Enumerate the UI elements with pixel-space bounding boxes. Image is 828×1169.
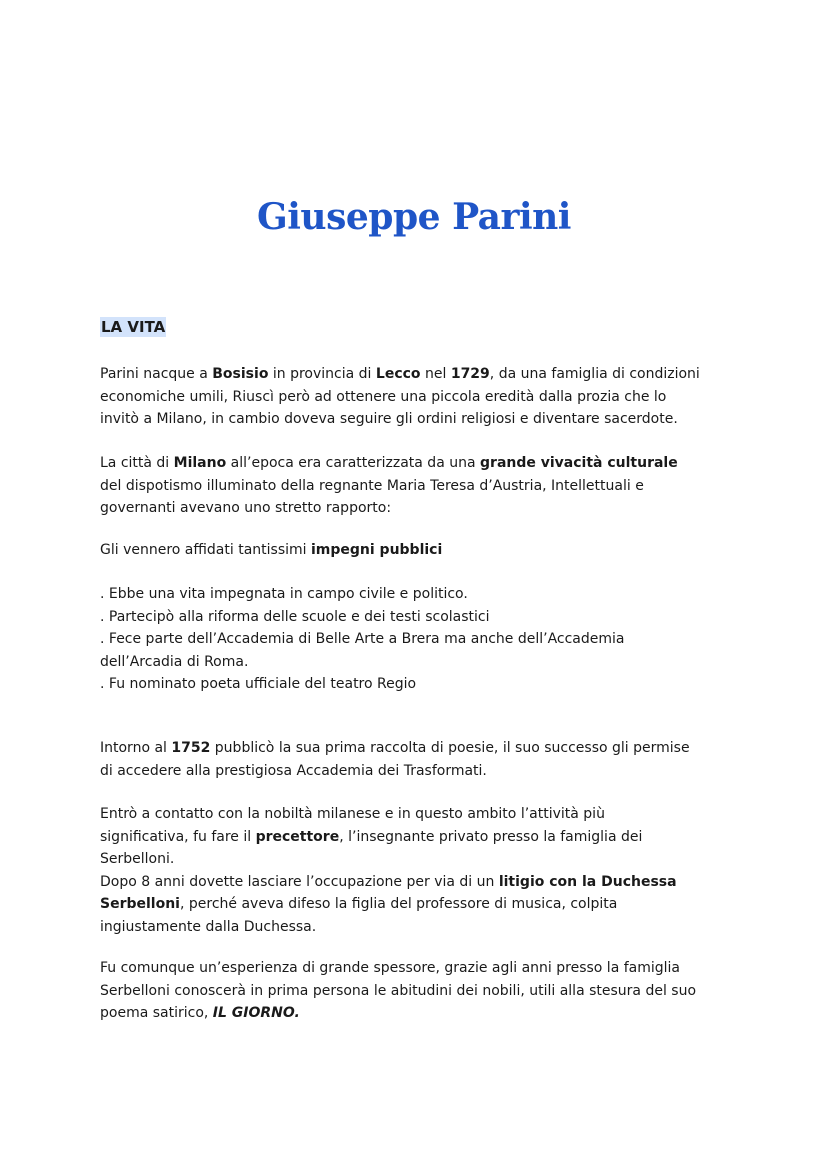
paragraph-line: ingiustamente dalla Duchessa.: [100, 918, 317, 935]
bold-text: grande vivacità culturale: [480, 455, 678, 471]
paragraph-birth: [100, 363, 740, 431]
list-item: . Partecipò alla riforma delle scuole e dei testi scolastici: [100, 608, 490, 625]
paragraph-line: [100, 737, 740, 760]
paragraph-line: Serbelloni.: [100, 851, 175, 867]
document-title: Giuseppe Parini: [257, 196, 571, 238]
paragraph-line: [100, 452, 740, 475]
text-run: Gli vennero affidati tantissimi: [100, 542, 311, 558]
paragraph-line: Fu comunque un’esperienza di grande spessore, grazie agli anni presso la famiglia: [100, 960, 681, 976]
activities-list: [100, 583, 740, 696]
text-run: Dopo 8 anni dovette lasciare l’occupazione per via di un: [100, 873, 499, 890]
paragraph-1752: [100, 737, 740, 782]
text-run: Intorno al: [100, 740, 172, 756]
text-run: La città di: [100, 455, 174, 471]
text-run: pubblicò la sua prima raccolta di poesie, il suo successo gli permise: [210, 740, 690, 756]
paragraph-line: Serbelloni conoscerà in prima persona le abitudini dei nobili, utili alla stesura del suo: [100, 982, 697, 999]
bold-text: impegni pubblici: [310, 542, 443, 558]
paragraph-line: [100, 539, 740, 562]
paragraph-esperienza: [100, 957, 740, 1025]
paragraph-milano: [100, 452, 740, 520]
section-heading: LA VITA: [101, 318, 166, 336]
list-item: . Ebbe una vita impegnata in campo civile e politico.: [100, 586, 468, 602]
bold-text: Lecco: [375, 366, 421, 382]
paragraph-line: [100, 893, 740, 916]
text-run: Parini nacque a: [100, 366, 213, 382]
paragraph-line: [100, 363, 740, 386]
bold-text: 1752: [171, 740, 211, 756]
paragraph-line: [100, 826, 740, 849]
bold-text: Bosisio: [212, 366, 269, 382]
paragraph-line: [100, 1002, 740, 1025]
text-run: in provincia di: [268, 366, 376, 382]
text-run: , da una famiglia di condizioni: [489, 366, 700, 382]
text-run: significativa, fu fare il: [100, 828, 256, 845]
paragraph-precettore: [100, 803, 740, 938]
paragraph-line: Entrò a contatto con la nobiltà milanese e in questo ambito l’attività più: [100, 806, 605, 822]
paragraph-line: di accedere alla prestigiosa Accademia dei Trasformati.: [100, 762, 487, 779]
bold-text: Serbelloni: [100, 896, 180, 912]
paragraph-line: del dispotismo illuminato della regnante Maria Teresa d’Austria, Intellettuali e: [100, 477, 644, 494]
text-run: , perché aveva difeso la figlia del professore di musica, colpita: [179, 896, 618, 912]
list-item: . Fece parte dell’Accademia di Belle Arte a Brera ma anche dell’Accademia: [100, 631, 625, 647]
paragraph-line: economiche umili, Riuscì però ad ottenere una piccola eredità dalla prozia che lo: [100, 388, 667, 405]
paragraph-line: invitò a Milano, in cambio doveva seguire gli ordini religiosi e diventare sacerdote.: [100, 411, 678, 427]
bold-text: litigio con la Duchessa: [498, 873, 677, 890]
text-run: all’epoca era caratterizzata da una: [226, 455, 481, 471]
paragraph-line: [100, 871, 740, 894]
bold-text: 1729: [450, 366, 490, 382]
bold-text: Milano: [173, 455, 227, 471]
text-run: nel: [420, 366, 451, 382]
text-run: , l’insegnante privato presso la famiglia dei: [339, 828, 643, 845]
paragraph-impegni: [100, 539, 740, 562]
paragraph-line: governanti avevano uno stretto rapporto:: [100, 500, 392, 516]
list-item: dell’Arcadia di Roma.: [100, 653, 249, 670]
list-item: . Fu nominato poeta ufficiale del teatro Regio: [100, 676, 417, 692]
bold-italic-text: IL GIORNO.: [212, 1005, 300, 1021]
bold-text: precettore: [255, 828, 340, 845]
text-run: poema satirico,: [100, 1005, 213, 1021]
